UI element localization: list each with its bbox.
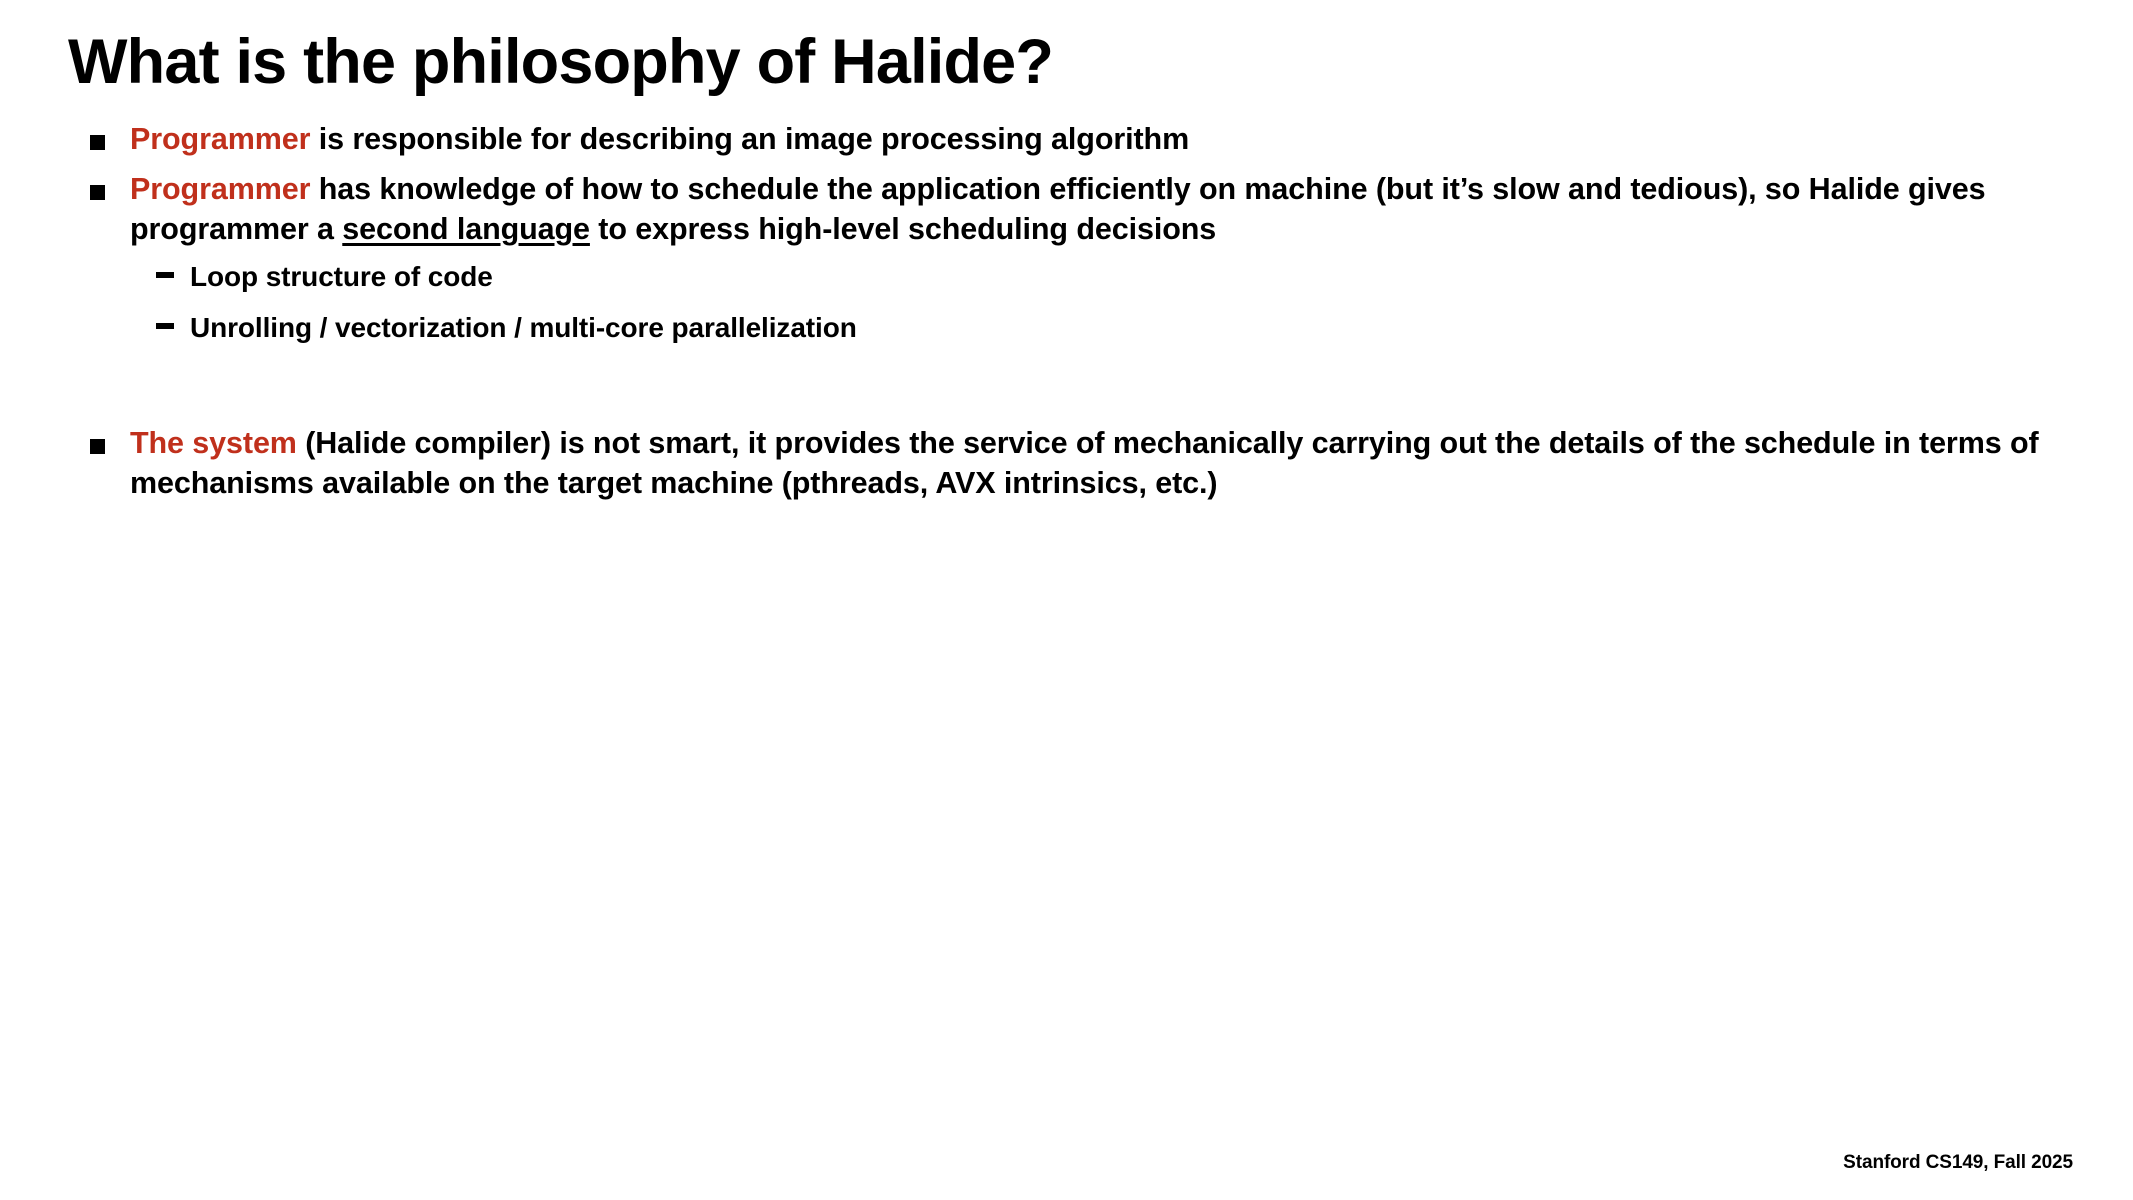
list-item-text-before: has knowledge of how to schedule the application efficiently on machine (but it’s slow and tedious), so Halide gives programmer a	[130, 172, 1986, 246]
slide-footer: Stanford CS149, Fall 2025	[1843, 1152, 2073, 1173]
dash-bullet-icon	[156, 323, 174, 329]
sub-list-item	[68, 259, 2073, 295]
list-item-text: is responsible for describing an image processing algorithm	[310, 122, 1190, 157]
list-spacer	[68, 360, 2073, 424]
square-bullet-icon	[90, 439, 105, 454]
list-item-text-after: to express high-level scheduling decisions	[589, 211, 1217, 246]
list-item	[68, 120, 2073, 160]
underlined-term: second language	[342, 211, 590, 246]
emphasis-text: Programmer	[130, 122, 311, 157]
bullet-list	[68, 120, 2073, 503]
dash-bullet-icon	[156, 272, 174, 278]
emphasis-text: Programmer	[130, 172, 311, 207]
emphasis-text: The system	[130, 426, 297, 461]
page-title: What is the philosophy of Halide?	[68, 27, 1054, 97]
square-bullet-icon	[90, 185, 105, 200]
sub-list-item-text: Unrolling / vectorization / multi-core parallelization	[190, 311, 857, 343]
list-item	[68, 170, 2073, 249]
sub-list-item	[68, 310, 2073, 346]
sub-list-item-text: Loop structure of code	[190, 261, 493, 293]
square-bullet-icon	[90, 135, 105, 150]
list-item-text: (Halide compiler) is not smart, it provides the service of mechanically carrying out the details of the schedule in terms of mechanisms available on the target machine (pthreads, AVX intrinsics, etc.)	[130, 426, 2039, 500]
list-item	[68, 424, 2073, 503]
